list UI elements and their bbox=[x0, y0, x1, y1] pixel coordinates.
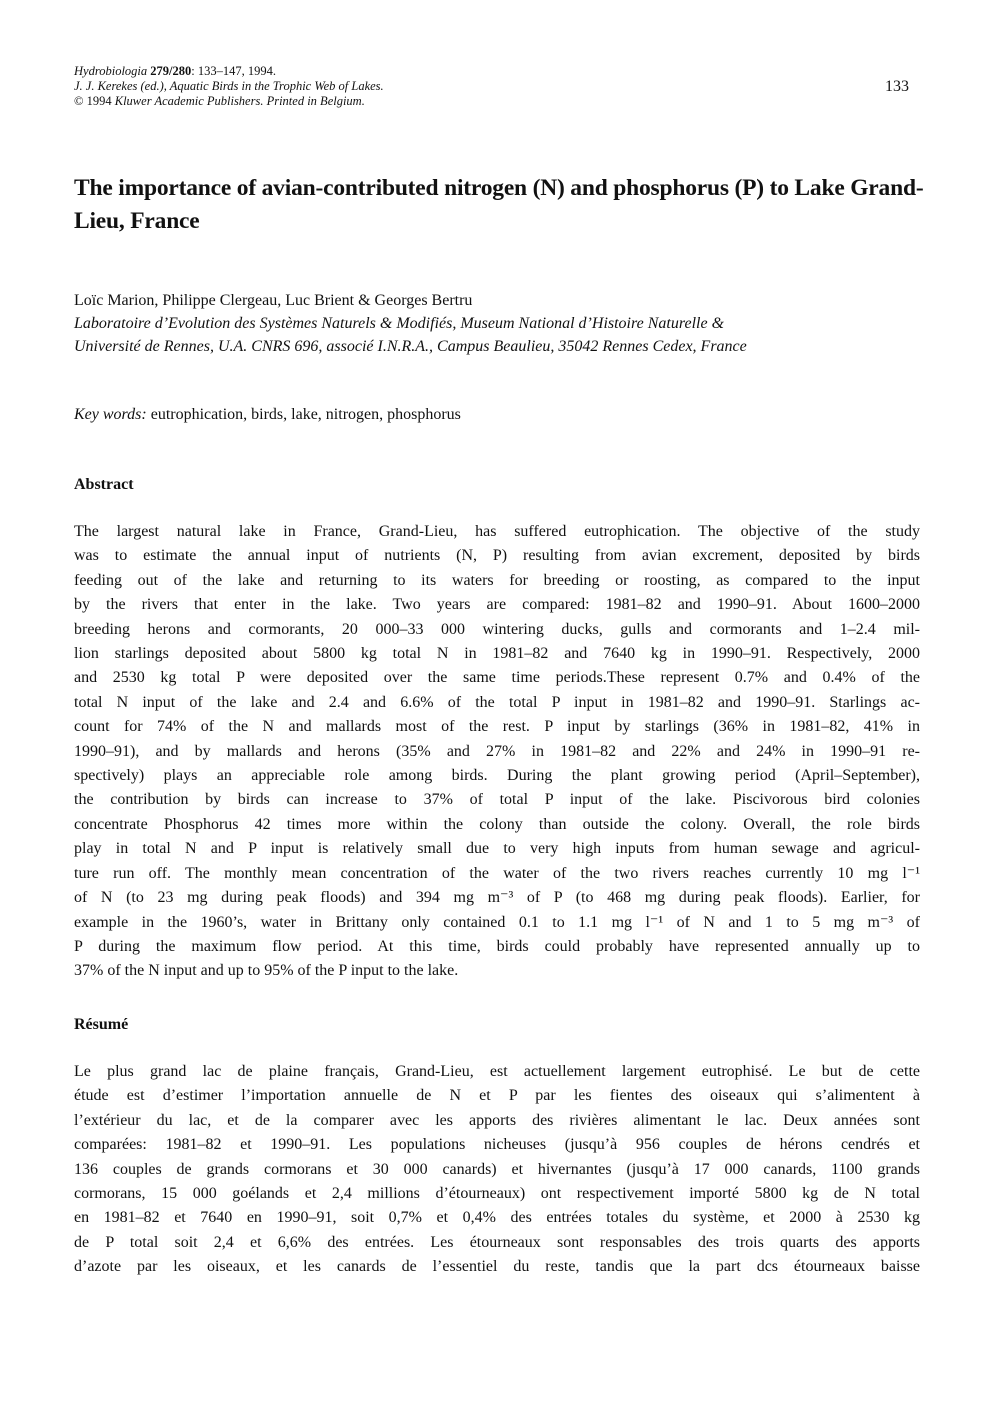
abstract-body bbox=[74, 520, 920, 984]
citation-line: Hydrobiologia 279/280: 133–147, 1994. bbox=[74, 64, 276, 78]
keywords-value: eutrophication, birds, lake, nitrogen, phosphorus bbox=[146, 406, 461, 423]
text-line: play in total N and P input is relatively small due to very high inputs from human sewage and agricul- bbox=[74, 840, 920, 858]
text-line: and 2530 kg total P were deposited over the same time periods.These represent 0.7% and 0.4% of the bbox=[74, 669, 920, 687]
copyright-line: © 1994 Kluwer Academic Publishers. Printed in Belgium. bbox=[74, 94, 365, 108]
editor-line: J. J. Kerekes (ed.), Aquatic Birds in the Trophic Web of Lakes. bbox=[74, 79, 384, 93]
affiliation: Laboratoire d’Evolution des Systèmes Naturels & Modifiés, Museum National d’Histoire Naturelle & Université de Rennes, U.A. CNRS 696, associé I.N.R.A., Campus Beaulieu, 35042 Rennes Cedex, France bbox=[74, 315, 747, 355]
journal-header bbox=[74, 64, 384, 109]
text-line: cormorans, 15 000 goélands et 2,4 millions d’étourneaux) ont respectivement importé 5800 kg de N total bbox=[74, 1185, 920, 1203]
text-line: concentrate Phosphorus 42 times more within the colony than outside the colony. Overall, the role birds bbox=[74, 815, 920, 833]
resume-body bbox=[74, 1060, 920, 1280]
text-line: of N (to 23 mg during peak floods) and 394 mg m⁻³ of P (to 468 mg during peak floods). Earlier, for bbox=[74, 889, 920, 907]
text-line: d’azote par les oiseaux, et les canards de l’essentiel du reste, tandis que la part dcs étourneaux baisse bbox=[74, 1258, 920, 1276]
volume: 279/280 bbox=[150, 64, 192, 78]
text-line: de P total soit 2,4 et 6,6% des entrées. Les étourneaux sont responsables des trois quarts des apports bbox=[74, 1233, 920, 1251]
text-line: total N input of the lake and 2.4 and 6.6% of the total P input in 1981–82 and 1990–91. Starlings ac- bbox=[74, 693, 920, 711]
keywords-label: Key words: bbox=[74, 406, 147, 423]
page-number: 133 bbox=[885, 78, 909, 95]
text-line: comparées: 1981–82 et 1990–91. Les populations nicheuses (jusqu’à 956 couples de hérons cendrés et bbox=[74, 1136, 920, 1154]
text-line: Le plus grand lac de plaine français, Grand-Lieu, est actuellement largement eutrophisé. Le but de cette bbox=[74, 1063, 920, 1080]
text-line: example in the 1960’s, water in Brittany only contained 0.1 to 1.1 mg l⁻¹ of N and 1 to 5 mg m⁻³ of bbox=[74, 913, 920, 931]
text-line: feeding out of the lake and returning to its waters for breeding or roosting, as compared to the input bbox=[74, 571, 920, 589]
text-line: breeding herons and cormorants, 20 000–33 000 wintering ducks, gulls and cormorants and 1–2.4 mil- bbox=[74, 620, 920, 638]
resume-heading: Résumé bbox=[74, 1016, 129, 1033]
text-line: spectively) plays an appreciable role among birds. During the plant growing period (April–September), bbox=[74, 767, 920, 785]
text-line: 37% of the N input and up to 95% of the P input to the lake. bbox=[74, 962, 459, 980]
text-line: lion starlings deposited about 5800 kg total N in 1981–82 and 7640 kg in 1990–91. Respectively, 2000 bbox=[74, 645, 920, 663]
text-line: P during the maximum flow period. At this time, birds could probably have represented annually up to bbox=[74, 937, 920, 955]
pages-year: : 133–147, 1994. bbox=[191, 64, 276, 78]
text-line: 136 couples de grands cormorans et 30 000 canards) et hivernantes (jusqu’à 17 000 canards, 1100 grands bbox=[74, 1160, 920, 1178]
text-line: ture run off. The monthly mean concentration of the water of the two rivers reaches currently 10 mg l⁻¹ bbox=[74, 864, 920, 882]
text-line: en 1981–82 et 7640 en 1990–91, soit 0,7% et 0,4% des entrées totales du système, et 2000 à 2530 kg bbox=[74, 1209, 920, 1227]
authors: Loïc Marion, Philippe Clergeau, Luc Brient & Georges Bertru bbox=[74, 292, 473, 309]
text-line: the contribution by birds can increase to 37% of total P input of the lake. Piscivorous bird colonies bbox=[74, 791, 920, 809]
text-line: l’extérieur du lac, et de la comparer avec les apports des rivières alimentant le lac. Deux années sont bbox=[74, 1111, 920, 1129]
text-line: 1990–91), and by mallards and herons (35% and 27% in 1981–82 and 22% and 24% in 1990–91 re- bbox=[74, 742, 920, 760]
paper-title: The importance of avian-contributed nitrogen (N) and phosphorus (P) to Lake Grand-Lieu, France bbox=[74, 175, 924, 234]
keywords bbox=[74, 406, 461, 424]
text-line: The largest natural lake in France, Grand-Lieu, has suffered eutrophication. The objective of the study bbox=[74, 523, 920, 540]
abstract-heading: Abstract bbox=[74, 476, 134, 493]
text-line: by the rivers that enter in the lake. Two years are compared: 1981–82 and 1990–91. About 1600–2000 bbox=[74, 596, 920, 614]
text-line: was to estimate the annual input of nutrients (N, P) resulting from avian excrement, deposited by birds bbox=[74, 547, 920, 565]
text-line: count for 74% of the N and mallards most of the rest. P input by starlings (36% in 1981–82, 41% in bbox=[74, 718, 920, 736]
text-line: étude est d’estimer l’importation annuelle de N et P par les fientes des oiseaux qui s’alimentent à bbox=[74, 1087, 920, 1105]
